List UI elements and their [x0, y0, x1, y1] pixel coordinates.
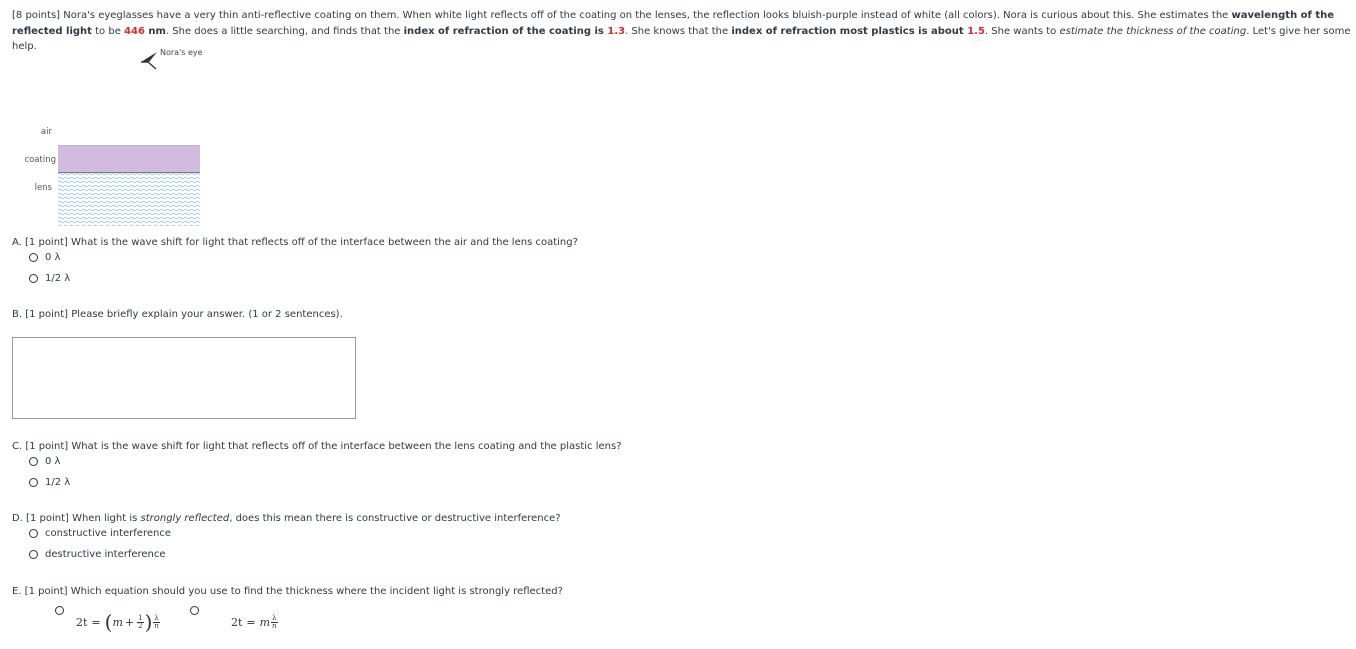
question-b-prompt: B. [1 point] Please briefly explain your answer. (1 or 2 sentences).	[12, 309, 343, 320]
equation-half-integer[interactable]: 2t = ( m + $\frac{1}{2}$ ) $\frac{\lambda}{n}$	[76, 610, 159, 634]
radio-icon[interactable]	[29, 274, 38, 283]
coating-index-value: 1.3	[607, 25, 626, 37]
question-c-option-1[interactable]: 1/2 λ	[29, 477, 70, 488]
question-a-prompt: A. [1 point] What is the wave shift for light that reflects off of the interface between the air and the lens coating?	[12, 237, 578, 248]
question-e-prompt: E. [1 point] Which equation should you use to find the thickness where the incident light is strongly reflected?	[12, 586, 563, 597]
radio-icon[interactable]	[29, 550, 38, 559]
question-c-prompt: C. [1 point] What is the wave shift for light that reflects off of the interface between the lens coating and the plastic lens?	[12, 441, 622, 452]
equation-integer[interactable]: 2t = m $\frac{\lambda}{n}$	[231, 614, 277, 630]
plastic-index-value: 1.5	[967, 25, 985, 37]
lens-label: lens	[34, 183, 52, 193]
problem-intro: [8 points] Nora's eyeglasses have a very thin anti-reflective coating on them. When white light reflects off of the coating on the lenses, the reflection looks bluish-purple instead of white (all colors). Nora is curious about this. She estimates the wavelength of the reflected light to be 446 nm. She does a little searching, and finds that the index of refraction of the coating is 1.3. She knows that the index of refraction most plastics is about 1.5. She wants to estimate the thickness of the coating. Let's give her some help.	[12, 10, 1351, 52]
eye-label: Nora's eye	[160, 48, 203, 57]
question-c-option-0[interactable]: 0 λ	[29, 456, 60, 467]
air-label: air	[40, 127, 52, 137]
radio-icon[interactable]	[29, 478, 38, 487]
radio-icon[interactable]	[29, 529, 38, 538]
radio-icon[interactable]	[29, 253, 38, 262]
question-a-option-0[interactable]: 0 λ	[29, 252, 60, 263]
question-a-option-1[interactable]: 1/2 λ	[29, 273, 70, 284]
question-b-textarea[interactable]	[12, 337, 356, 419]
radio-icon[interactable]	[29, 457, 38, 466]
coating-label: coating	[24, 155, 56, 165]
lens-layer	[58, 172, 200, 226]
question-d-option-1[interactable]: destructive interference	[29, 549, 166, 560]
coating-layer	[58, 145, 200, 173]
question-e-option-1-radio[interactable]	[190, 606, 199, 615]
question-e-option-0-radio[interactable]	[55, 606, 64, 615]
question-d-option-0[interactable]: constructive interference	[29, 528, 171, 539]
eye-arrow-icon	[139, 48, 159, 70]
question-d-prompt: D. [1 point] When light is strongly reflected, does this mean there is constructive or destructive interference?	[12, 513, 561, 524]
wavelength-value: 446	[124, 25, 145, 37]
